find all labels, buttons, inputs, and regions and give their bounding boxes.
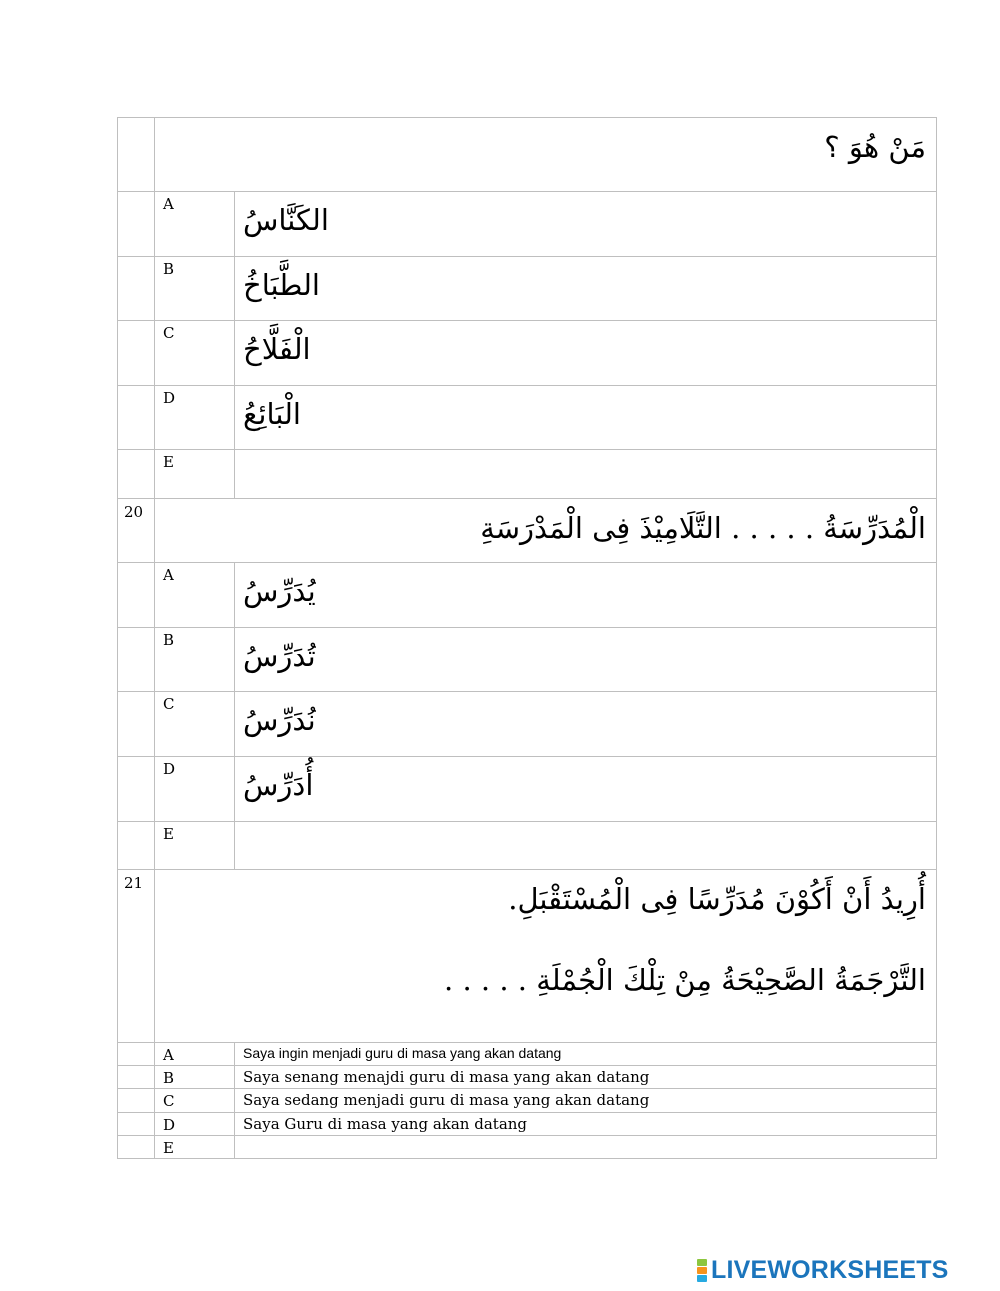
option-letter: B (155, 257, 235, 321)
option-row[interactable] (118, 257, 937, 321)
option-row[interactable] (118, 450, 937, 499)
question-number (118, 118, 155, 192)
liveworksheets-logo-icon (697, 1259, 707, 1282)
option-text[interactable] (235, 450, 937, 499)
option-letter: A (155, 562, 235, 627)
option-text[interactable] (235, 821, 937, 870)
option-text[interactable]: الْفَلَّاحُ (235, 321, 937, 386)
option-text[interactable]: Saya ingin menjadi guru di masa yang akan datang (235, 1043, 937, 1066)
question-row (118, 498, 937, 562)
option-letter: D (155, 1113, 235, 1136)
liveworksheets-brand[interactable] (697, 1256, 949, 1284)
option-letter: D (155, 386, 235, 450)
option-text[interactable]: Saya Guru di masa yang akan datang (235, 1113, 937, 1136)
option-text[interactable]: الْبَائِعُ (235, 386, 937, 450)
option-text[interactable]: نُدَرِّسُ (235, 691, 937, 756)
question-row (118, 870, 937, 1043)
option-letter: E (155, 1136, 235, 1159)
quiz-table (117, 117, 937, 1159)
option-row[interactable] (118, 1089, 937, 1113)
prompt-line: التَّرْجَمَةُ الصَّحِيْحَةُ مِنْ تِلْكَ الْجُمْلَةِ . . . . . (444, 962, 926, 997)
option-row[interactable] (118, 1043, 937, 1066)
prompt-line: مَنْ هُوَ ؟ (824, 130, 926, 164)
option-row[interactable] (118, 192, 937, 257)
option-text[interactable]: الطَّبَاخُ (235, 257, 937, 321)
question-number: 21 (118, 870, 155, 1043)
question-prompt (155, 118, 937, 192)
option-letter: C (155, 691, 235, 756)
prompt-line: أُرِيدُ أَنْ أَكُوْنَ مُدَرِّسًا فِى الْمُسْتَقْبَلِ. (508, 882, 926, 917)
option-row[interactable] (118, 386, 937, 450)
option-row[interactable] (118, 1113, 937, 1136)
option-row[interactable] (118, 1136, 937, 1159)
option-text[interactable]: يُدَرِّسُ (235, 562, 937, 627)
question-row (118, 118, 937, 192)
option-text[interactable]: Saya sedang menjadi guru di masa yang akan datang (235, 1089, 937, 1113)
option-row[interactable] (118, 821, 937, 870)
option-letter: C (155, 321, 235, 386)
question-prompt (155, 870, 937, 1043)
option-text[interactable]: Saya senang menajdi guru di masa yang akan datang (235, 1066, 937, 1089)
option-row[interactable] (118, 1066, 937, 1089)
option-text[interactable]: الكَنَّاسُ (235, 192, 937, 257)
option-text[interactable]: أُدَرِّسُ (235, 756, 937, 821)
option-row[interactable] (118, 627, 937, 691)
option-letter: A (155, 1043, 235, 1066)
question-number: 20 (118, 498, 155, 562)
option-row[interactable] (118, 321, 937, 386)
option-text[interactable] (235, 1136, 937, 1159)
option-letter: B (155, 1066, 235, 1089)
option-row[interactable] (118, 562, 937, 627)
option-letter: E (155, 821, 235, 870)
option-letter: C (155, 1089, 235, 1113)
option-row[interactable] (118, 691, 937, 756)
option-letter: D (155, 756, 235, 821)
prompt-line: الْمُدَرِّسَةُ . . . . . التَّلَامِيْذَ فِى الْمَدْرَسَةِ (480, 510, 926, 545)
option-letter: B (155, 627, 235, 691)
option-letter: A (155, 192, 235, 257)
option-letter: E (155, 450, 235, 499)
option-text[interactable]: تُدَرِّسُ (235, 627, 937, 691)
brand-name: LIVEWORKSHEETS (711, 1255, 949, 1284)
question-prompt (155, 498, 937, 562)
option-row[interactable] (118, 756, 937, 821)
